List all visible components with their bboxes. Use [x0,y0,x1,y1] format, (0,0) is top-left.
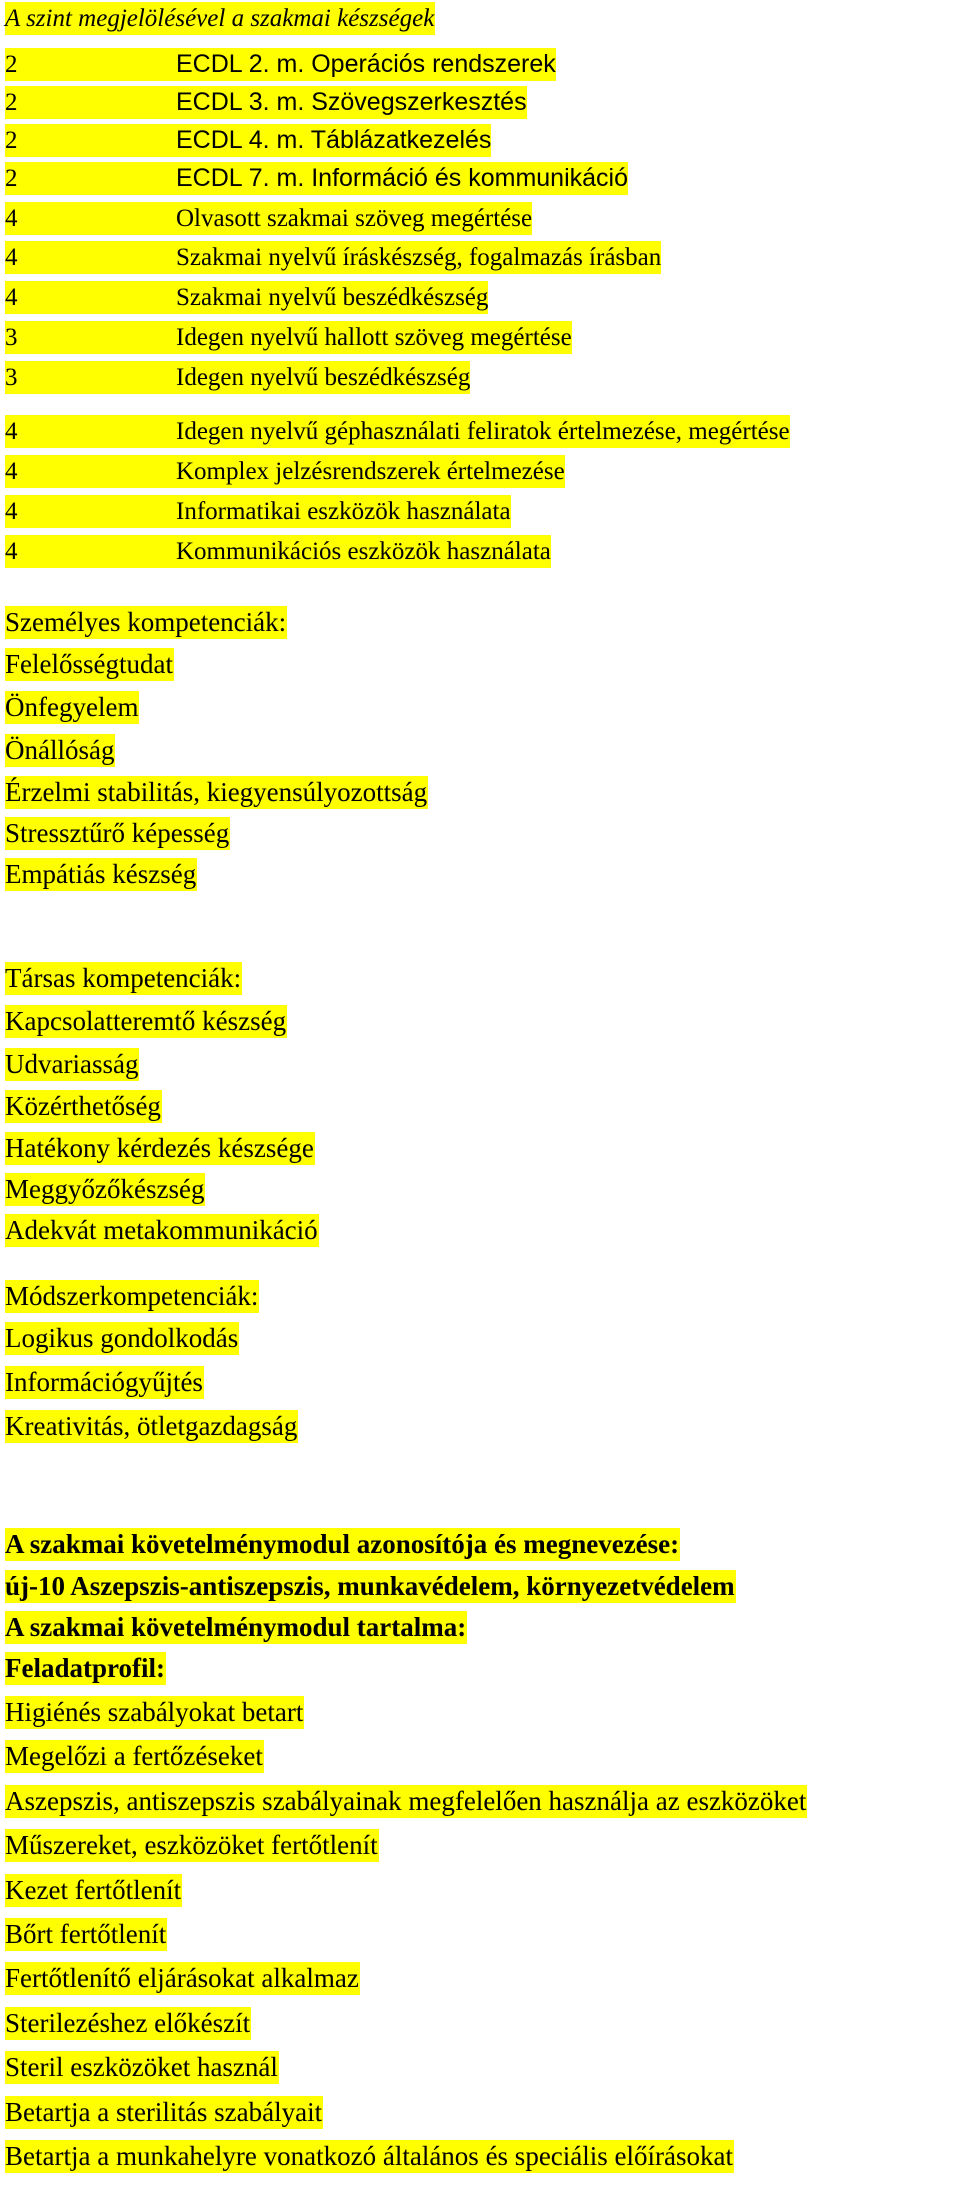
skill-name: ECDL 4. m. Táblázatkezelés [176,126,492,154]
list-item-text: Felelősségtudat [5,649,173,679]
task-item-text: Betartja a sterilitás szabályait [5,2097,323,2127]
skill-row [5,281,488,314]
task-item-text: Steril eszközöket használ [5,2052,278,2082]
task-item [5,1918,167,1951]
module-id-label [5,1528,680,1561]
skill-row [5,455,565,488]
skill-level: 4 [5,418,18,445]
task-item [5,1696,304,1729]
skill-name: ECDL 7. m. Információ és kommunikáció [176,164,629,192]
list-item-text: Adekvát metakommunikáció [5,1215,318,1245]
personal-title [5,606,287,639]
skill-row [5,162,628,195]
task-item [5,1785,807,1818]
skill-level: 4 [5,458,18,485]
skill-level: 2 [5,127,18,154]
list-item [5,648,174,681]
skill-name: Olvasott szakmai szöveg megértése [176,205,533,232]
skill-row [5,321,572,354]
task-item-text: Aszepszis, antiszepszis szabályainak megfelelően használja az eszközöket [5,1786,807,1816]
task-item [5,1962,360,1995]
skill-level: 4 [5,498,18,525]
list-item-text: Udvariasság [5,1049,139,1079]
skill-row [5,241,661,274]
skill-name: Idegen nyelvű hallott szöveg megértése [176,324,572,351]
task-item [5,2096,323,2129]
task-item-text: Fertőtlenítő eljárásokat alkalmaz [5,1963,359,1993]
skill-name: Komplex jelzésrendszerek értelmezése [176,458,565,485]
skill-level: 2 [5,51,18,78]
list-item-text: Önfegyelem [5,692,139,722]
list-item-text: Közérthetőség [5,1091,161,1121]
module-task-label [5,1652,166,1685]
skill-row [5,124,491,157]
skill-name: Kommunikációs eszközök használata [176,538,551,565]
task-item-text: Sterilezéshez előkészít [5,2008,251,2038]
list-item [5,1005,287,1038]
task-item [5,1874,182,1907]
skill-level: 2 [5,89,18,116]
personal-title-text: Személyes kompetenciák: [5,607,287,637]
skill-level: 4 [5,538,18,565]
list-item [5,1322,239,1355]
method-title-text: Módszerkompetenciák: [5,1281,259,1311]
task-item-text: Betartja a munkahelyre vonatkozó általános és speciális előírásokat [5,2141,733,2171]
method-title [5,1280,259,1313]
skills-header-text: A szint megjelölésével a szakmai készségek [5,2,435,35]
skill-row [5,361,470,394]
skill-name: Idegen nyelvű géphasználati feliratok értelmezése, megértése [176,418,790,445]
list-item [5,1132,315,1165]
list-item [5,1048,139,1081]
skill-row [5,48,556,81]
list-item [5,817,230,850]
module-id-value-text: új-10 Aszepszis-antiszepszis, munkavédelem, környezetvédelem [5,1571,735,1601]
list-item-text: Önállóság [5,735,115,765]
skill-row [5,535,551,568]
skill-name: Informatikai eszközök használata [176,498,511,525]
list-item-text: Hatékony kérdezés készsége [5,1133,314,1163]
list-item [5,734,115,767]
list-item-text: Stressztűrő képesség [5,818,230,848]
skill-level: 3 [5,364,18,391]
task-item [5,1829,379,1862]
task-item-text: Műszereket, eszközöket fertőtlenít [5,1830,378,1860]
skills-header [5,2,435,35]
task-item-text: Kezet fertőtlenít [5,1875,182,1905]
skill-name: Szakmai nyelvű íráskészség, fogalmazás írásban [176,244,662,271]
list-item-text: Empátiás készség [5,859,197,889]
list-item [5,776,428,809]
skill-row [5,86,527,119]
skill-name: Szakmai nyelvű beszédkészség [176,284,489,311]
task-item [5,1740,264,1773]
task-item-text: Bőrt fertőtlenít [5,1919,167,1949]
skill-level: 4 [5,284,18,311]
module-content-label [5,1611,467,1644]
skill-row [5,415,790,448]
task-item [5,2051,279,2084]
list-item [5,858,197,891]
task-item-text: Higiénés szabályokat betart [5,1697,304,1727]
skill-row [5,202,532,235]
task-item-text: Megelőzi a fertőzéseket [5,1741,263,1771]
list-item [5,1214,319,1247]
task-item [5,2007,251,2040]
list-item-text: Kreativitás, ötletgazdagság [5,1411,298,1441]
module-task-label-text: Feladatprofil: [5,1653,165,1683]
task-item [5,2140,734,2173]
list-item-text: Meggyőzőkészség [5,1174,205,1204]
skill-row [5,495,511,528]
list-item [5,1410,298,1443]
skill-level: 4 [5,244,18,271]
social-title-text: Társas kompetenciák: [5,963,242,993]
list-item [5,691,139,724]
list-item [5,1173,205,1206]
list-item-text: Logikus gondolkodás [5,1323,239,1353]
skill-level: 2 [5,165,18,192]
list-item-text: Érzelmi stabilitás, kiegyensúlyozottság [5,777,428,807]
module-id-label-text: A szakmai követelménymodul azonosítója és megnevezése: [5,1529,680,1559]
list-item [5,1366,204,1399]
list-item [5,1090,162,1123]
skill-name: ECDL 3. m. Szövegszerkesztés [176,88,527,116]
list-item-text: Kapcsolatteremtő készség [5,1006,287,1036]
skill-level: 3 [5,324,18,351]
module-id-value [5,1570,736,1603]
module-content-label-text: A szakmai követelménymodul tartalma: [5,1612,467,1642]
social-title [5,962,242,995]
skill-name: Idegen nyelvű beszédkészség [176,364,471,391]
skill-level: 4 [5,205,18,232]
skill-name: ECDL 2. m. Operációs rendszerek [176,50,556,78]
list-item-text: Információgyűjtés [5,1367,203,1397]
